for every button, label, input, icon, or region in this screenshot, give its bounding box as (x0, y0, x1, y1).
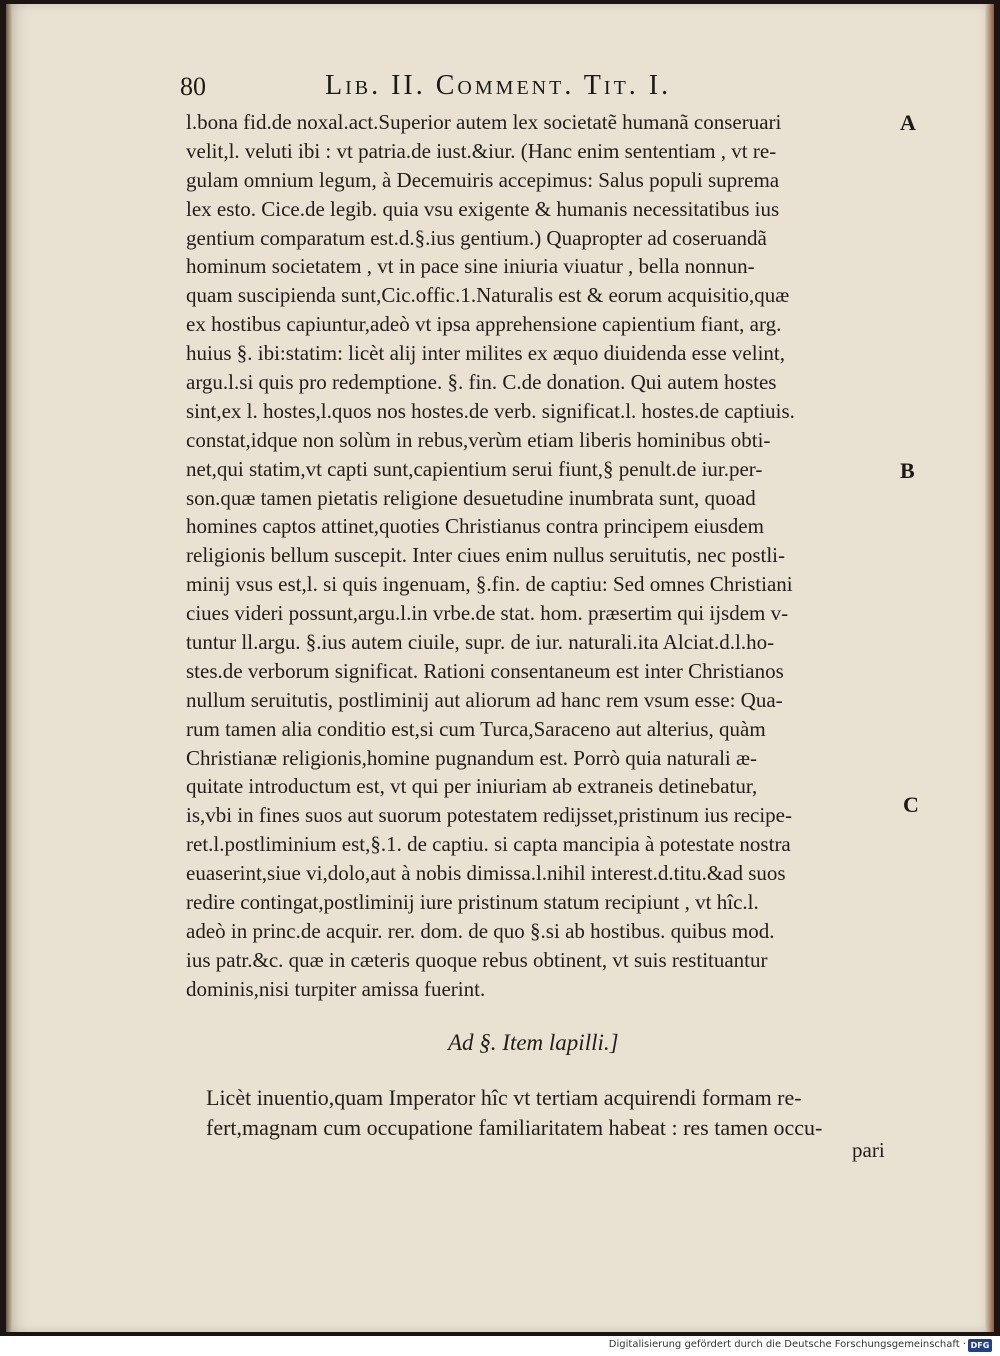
text-line: argu.l.si quis pro redemptione. §. fin. C.de donation. Qui autem hostes (186, 370, 777, 395)
text-line: velit,l. veluti ibi : vt patria.de iust.&iur. (Hanc enim sententiam , vt re- (186, 138, 777, 163)
text-line: lex esto. Cice.de legib. quia vsu exigente & humanis necessitatibus ius (186, 196, 780, 221)
text-line: nullum seruitutis, postliminij aut aliorum ad hanc rem vsum esse: Qua- (186, 687, 783, 712)
margin-letter-c: C (903, 792, 919, 817)
text-line: net,qui statim,vt capti sunt,capientium serui fiunt,§ penult.de iur.per- (186, 456, 763, 481)
text-line: religionis bellum suscepit. Inter ciues enim nullus seruitutis, nec postli- (186, 543, 785, 568)
text-line: stes.de verborum significat. Rationi consentaneum est inter Christianos (186, 658, 784, 683)
text-line: constat,idque non solùm in rebus,verùm etiam liberis hominibus obti- (186, 427, 771, 452)
text-line: son.quæ tamen pietatis religione desuetudine inumbrata sunt, quoad (186, 485, 756, 510)
text-line: is,vbi in fines suos aut suorum potestatem redijsset,pristinum ius recipe- (186, 803, 792, 828)
text-line: ex hostibus capiuntur,adeò vt ipsa apprehensione capientium fiant, arg. (186, 312, 782, 337)
text-line: homines captos attinet,quoties Christianus contra principem eiusdem (186, 514, 764, 539)
spine-shadow (6, 4, 12, 1332)
margin-letter-a: A (900, 110, 916, 135)
text-line: hominum societatem , vt in pace sine iniuria viuatur , bella nonnun- (186, 254, 755, 279)
margin-letter-b: B (900, 458, 915, 483)
dfg-logo: DFG (968, 1339, 992, 1352)
text-line: fert,magnam cum occupatione familiaritatem habeat : res tamen occu- (206, 1115, 823, 1140)
text-line: ciues videri possunt,argu.l.in vrbe.de stat. hom. præsertim qui ijsdem v- (186, 601, 789, 626)
text-line: tuntur ll.argu. §.ius autem ciuile, supr. de iur. naturali.ita Alciat.d.l.ho- (186, 630, 775, 655)
text-line: redire contingat,postliminij iure pristinum statum recipiunt , vt hîc.l. (186, 890, 759, 915)
page-number: 80 (180, 72, 206, 101)
page-edge (985, 4, 994, 1332)
footer-credit: Digitalisierung gefördert durch die Deutsche Forschungsgemeinschaft · (608, 1339, 966, 1350)
text-line: gulam omnium legum, à Decemuiris accepimus: Salus populi suprema (186, 167, 780, 192)
digitization-footer (0, 1336, 1000, 1356)
catchword: pari (852, 1138, 885, 1162)
text-line: rum tamen alia conditio est,si cum Turca,Saraceno aut alterius, quàm (186, 716, 766, 741)
text-line: dominis,nisi turpiter amissa fuerint. (186, 976, 486, 1001)
running-head: Lib. II. Comment. Tit. I. (325, 70, 672, 101)
text-line: sint,ex l. hostes,l.quos nos hostes.de verb. significat.l. hostes.de captiuis. (186, 398, 795, 423)
text-line: quam suscipienda sunt,Cic.offic.1.Naturalis est & eorum acquisitio,quæ (186, 283, 790, 308)
second-paragraph (206, 1083, 898, 1143)
text-line: euaserint,siue vi,dolo,aut à nobis dimissa.l.nihil interest.d.titu.&ad suos (186, 861, 786, 886)
text-line: ius patr.&c. quæ in cæteris quoque rebus obtinent, vt suis restituantur (186, 947, 768, 972)
text-line: adeò in princ.de acquir. rer. dom. de quo §.si ab hostibus. quibus mod. (186, 918, 775, 943)
body-text (186, 108, 898, 1004)
text-line: Christianæ religionis,homine pugnandum est. Porrò quia naturali æ- (186, 745, 758, 770)
section-heading: Ad §. Item lapilli.] (448, 1030, 619, 1055)
text-line: ret.l.postliminium est,§.1. de captiu. si capta mancipia à potestate nostra (186, 832, 791, 857)
text-line: Licèt inuentio,quam Imperator hîc vt tertiam acquirendi formam re- (206, 1085, 802, 1110)
text-line: gentium comparatum est.d.§.ius gentium.) Quapropter ad coseruandã (186, 225, 767, 250)
text-line: huius §. ibi:statim: licèt alij inter milites ex æquo diuidenda esse velint, (186, 341, 785, 366)
page-header (180, 70, 900, 110)
text-line: l.bona fid.de noxal.act.Superior autem lex societatẽ humanã conseruari (186, 110, 782, 134)
text-line: quitate introductum est, vt qui per iniuriam ab extraneis detinebatur, (186, 774, 758, 799)
text-line: minij vsus est,l. si quis ingenuam, §.fin. de captiu: Sed omnes Christiani (186, 572, 793, 597)
